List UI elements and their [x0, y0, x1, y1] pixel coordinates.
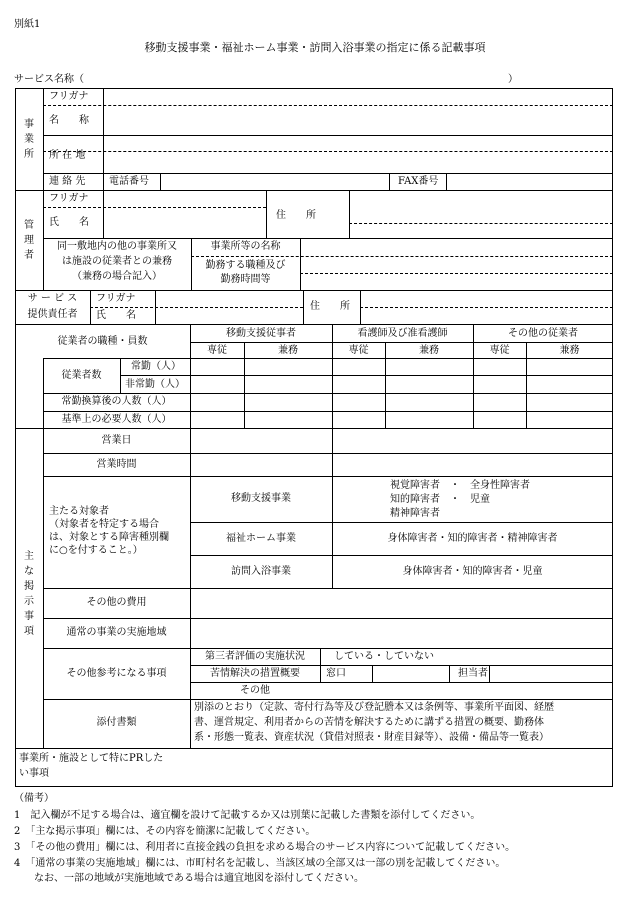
attachments-text-3: 系・形態一覧表、資産状況（貸借対照表・財産目録等）、設備・備品等一覧表） — [194, 732, 549, 743]
note-3: 3 「その他の費用」欄には、利用者に直接金銭の負担を求める場合のサービス内容について記載してください。 — [14, 842, 516, 853]
office-contact-label: 連 絡 先 — [49, 176, 86, 187]
staff-full-1: 専従 — [207, 345, 227, 356]
manager-concurrent-2: は施設の従業者との兼務 — [62, 256, 172, 267]
complaint-label: 苦情解決の措置概要 — [210, 668, 300, 679]
staff-col-mobility: 移動支援従事者 — [226, 328, 296, 339]
office-group-3: 所 — [24, 149, 34, 160]
service-name-close: ） — [508, 74, 518, 85]
staff-concurrent-3: 兼務 — [559, 345, 580, 356]
service-manager-name-label: 氏 名 — [96, 310, 136, 321]
mobility-target-3[interactable]: 精神障害者 — [390, 508, 440, 519]
staff-concurrent-2: 兼務 — [419, 345, 439, 356]
manager-concurrent-1: 同一敷地内の他の事業所又 — [57, 241, 177, 252]
attachments-label: 添付書類 — [96, 717, 137, 728]
service-manager-furigana-field[interactable] — [156, 291, 302, 306]
office-name-label: 名 称 — [49, 115, 89, 126]
staff-col-nurse: 看護師及び准看護師 — [357, 328, 448, 339]
attachments-text-2: 書、運営規定、利用者からの苦情を解決するために講ずる措置の概要、勤務体 — [194, 717, 544, 728]
complaint-person-field[interactable] — [490, 666, 612, 681]
office-address-label: 所 在 地 — [49, 150, 86, 161]
manager-furigana-field[interactable] — [104, 191, 265, 206]
attachments-text-1: 別添のとおり（定款、寄付行為等及び登記謄本又は条例等、事業所平面図、経歴 — [194, 702, 554, 713]
service-name-label: サービス名称（ — [14, 74, 84, 85]
area-label: 通常の事業の実施地域 — [66, 627, 167, 638]
office-furigana-label: フリガナ — [49, 91, 89, 102]
target-label-3: は、対象とする障害種別欄 — [49, 532, 169, 543]
business-days-label: 営業日 — [101, 435, 132, 446]
target-label-4: に○を付すること。） — [49, 545, 143, 556]
other-costs-label: その他の費用 — [86, 597, 147, 608]
manager-address-label: 住 所 — [276, 210, 316, 221]
welfare-home-targets[interactable]: 身体障害者・知的障害者・精神障害者 — [387, 533, 558, 544]
office-furigana-field[interactable] — [104, 89, 612, 104]
note-2: 2 「主な掲示事項」欄には、その内容を簡潔に記載してください。 — [14, 826, 316, 837]
welfare-home-label: 福祉ホーム事業 — [226, 533, 296, 544]
office-group-2: 業 — [24, 134, 34, 145]
office-name-field[interactable] — [104, 106, 612, 134]
service-manager-group-2: 提供責任者 — [27, 309, 78, 320]
notes-heading: （備考） — [14, 793, 54, 804]
posting-group-1: 主 — [24, 551, 34, 562]
posting-group-2: な — [24, 566, 34, 577]
complaint-window-label: 窓口 — [326, 668, 346, 679]
service-manager-address-label: 住 所 — [310, 301, 350, 312]
target-label-1: 主たる対象者 — [49, 506, 109, 517]
staff-parttime-label: 非常勤（人） — [125, 379, 185, 390]
manager-name-field[interactable] — [104, 208, 265, 237]
staff-title: 従業者の職種・員数 — [57, 336, 148, 347]
manager-concurrent-3: （兼務の場合記入） — [72, 271, 162, 282]
posting-group-5: 事 — [24, 611, 34, 622]
service-manager-furigana-label: フリガナ — [96, 293, 136, 304]
manager-duty-field[interactable] — [301, 257, 612, 289]
reference-other-field[interactable] — [321, 683, 612, 698]
note-1: 1 記入欄が不足する場合は、適宜欄を設けて記載するか又は別葉に記載した書類を添付してください。 — [14, 810, 481, 821]
area-field[interactable] — [191, 619, 612, 647]
office-phone-field[interactable] — [161, 174, 388, 189]
manager-duty-1: 勤務する職種及び — [205, 260, 286, 271]
service-manager-address-field[interactable] — [361, 291, 612, 323]
bathing-targets[interactable]: 身体障害者・知的障害者・児童 — [402, 566, 543, 577]
staff-col-other: その他の従業者 — [508, 328, 578, 339]
staff-full-2: 専従 — [348, 345, 369, 356]
office-fax-label: FAX番号 — [398, 176, 439, 187]
office-group-1: 事 — [24, 119, 34, 130]
business-hours-field[interactable] — [333, 454, 612, 475]
manager-furigana-label: フリガナ — [49, 193, 89, 204]
note-5: なお、一部の地域が実施地域である場合は適宜地図を添付してください。 — [14, 873, 364, 884]
pr-label-2: い事項 — [19, 768, 49, 779]
reference-other-label: その他 — [240, 685, 270, 696]
note-4: 4 「通常の事業の実施地域」欄には、市町村名を記載し、当該区域の全部又は一部の別を記載してください。 — [14, 858, 506, 869]
staff-full-3: 専従 — [489, 345, 510, 356]
third-party-label: 第三者評価の実施状況 — [205, 651, 305, 662]
mobility-target-1[interactable]: 視覚障害者 ・ 全身性障害者 — [390, 480, 530, 491]
manager-group-3: 者 — [24, 250, 34, 261]
staff-concurrent-1: 兼務 — [278, 345, 298, 356]
other-costs-field[interactable] — [191, 589, 612, 617]
manager-name-label: 氏 名 — [49, 217, 89, 228]
pr-label-1: 事業所・施設として特にPRした — [19, 753, 164, 764]
pr-field[interactable] — [191, 749, 612, 786]
bathing-label: 訪問入浴事業 — [231, 566, 291, 577]
manager-group-1: 管 — [24, 220, 34, 231]
business-days-field[interactable] — [333, 429, 612, 452]
office-phone-label: 電話番号 — [109, 176, 149, 187]
page-title: 移動支援事業・福祉ホーム事業・訪問入浴事業の指定に係る記載事項 — [144, 41, 486, 54]
manager-address-field[interactable] — [350, 191, 612, 237]
posting-group-6: 項 — [24, 626, 34, 637]
complaint-window-field[interactable] — [373, 666, 448, 681]
staff-fulltime-label: 常勤（人） — [131, 361, 181, 372]
manager-group-2: 理 — [24, 235, 34, 246]
reference-label: その他参考になる事項 — [66, 668, 167, 679]
staff-fte-label: 常勤換算後の人数（人） — [61, 396, 172, 407]
manager-office-name-field[interactable] — [301, 239, 612, 255]
target-label-2: （対象者を特定する場合 — [49, 519, 159, 530]
posting-group-3: 掲 — [24, 581, 34, 592]
service-manager-name-field[interactable] — [156, 308, 302, 323]
doc-label: 別紙1 — [14, 19, 41, 30]
manager-duty-2: 勤務時間等 — [220, 274, 271, 285]
service-manager-group-1: サ ー ビ ス — [27, 293, 78, 304]
staff-count-label: 従業者数 — [61, 370, 102, 381]
complaint-person-label: 担当者 — [458, 668, 488, 679]
office-address-field[interactable] — [104, 136, 612, 172]
posting-group-4: 示 — [24, 596, 34, 607]
business-hours-label: 営業時間 — [96, 459, 137, 470]
mobility-label: 移動支援事業 — [231, 493, 291, 504]
office-fax-field[interactable] — [447, 174, 612, 189]
third-party-value[interactable]: している・していない — [334, 651, 434, 662]
manager-office-name-label: 事業所等の名称 — [210, 241, 281, 252]
service-name-field[interactable] — [95, 72, 505, 87]
staff-required-label: 基準上の必要人数（人） — [61, 414, 172, 425]
mobility-target-2[interactable]: 知的障害者 ・ 児童 — [390, 494, 490, 505]
